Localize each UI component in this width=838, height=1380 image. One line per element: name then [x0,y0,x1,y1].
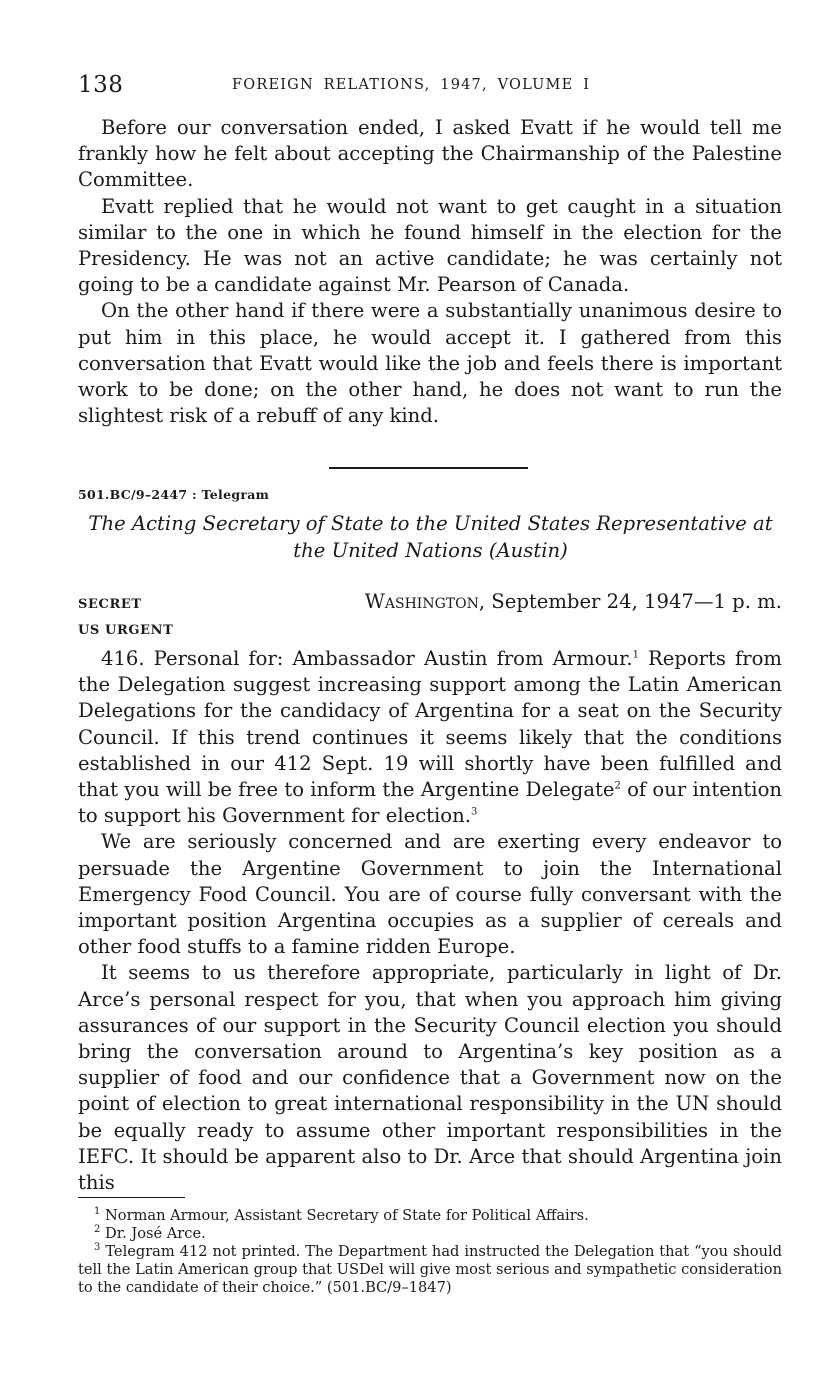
footnote-2 [78,1225,782,1243]
telegram-text [78,646,782,1196]
footnote-mark-2: 2 [94,1224,101,1236]
paragraph-other-hand: On the other hand if there were a substantially unanimous desire to put him in this place, he would accept it. I gathered from this conversation that Evatt would like the job and feels there is important work to be done; on the other hand, he does not want to run the slightest risk of a rebuff of any kind. [78,299,782,428]
classification: SECRET [78,597,142,612]
running-title: FOREIGN RELATIONS, 1947, VOLUME I [232,77,591,93]
heading-line-2: the United Nations (Austin) [293,539,568,562]
telegram-p1-part-a: 416. Personal for: Ambassador Austin from Armour. [101,647,633,670]
footnote-rule [78,1197,185,1198]
footnote-text-2: Dr. José Arce. [100,1225,206,1242]
footnote-1 [78,1207,782,1225]
footnote-ref-2: 2 [614,780,621,792]
telegram-p1-part-b: Reports from the Delegation suggest increasing support among the Latin American Delegations for the candidacy of Argentina for a seat on the Security Council. If this trend continues it seems likely that the conditions established in our 412 Sept. 19 will shortly have been fulfilled and that you will be free to inform the Argentine Delegate [78,647,782,802]
file-id: 501.BC/9–2447 : Telegram [78,487,270,502]
precedence: US URGENT [78,623,174,638]
page-number: 138 [78,72,124,98]
section-divider [329,467,528,469]
paragraph-chairmanship: Before our conversation ended, I asked Evatt if he would tell me frankly how he felt about accepting the Chairmanship of the Palestine Committee. [78,116,782,192]
telegram-p1-part-c: of our intention to support his Government for election. [78,778,782,828]
dateline [365,590,782,613]
footnotes [78,1207,782,1297]
paragraph-evatt-reply: Evatt replied that he would not want to get caught in a situation similar to the one in which he found himself in the election for the Presidency. He was not an active candidate; he was certainly not going to be a candidate against Mr. Pearson of Canada. [78,194,782,297]
memo-text [78,115,782,429]
telegram-paragraph-1 [78,646,782,829]
footnote-text-1: Norman Armour, Assistant Secretary of State for Political Affairs. [100,1207,589,1224]
footnote-3 [78,1243,782,1297]
footnote-mark-1: 1 [94,1206,101,1218]
footnote-text-3: Telegram 412 not printed. The Department had instructed the Delegation that “you should tell the Latin American group that USDel will give most serious and sympathetic consideration to the candidate of their choice.” (501.BC/9–1847) [78,1243,782,1296]
telegram-paragraph-3: It seems to us therefore appropriate, particularly in light of Dr. Arce’s personal respect for you, that when you approach him giving assurances of our support in the Security Council election you should bring the conversation around to Argentina’s key position as a supplier of food and our confidence that a Government now on the point of election to great international responsibility in the UN should be equally ready to assume other important responsibilities in the IEFC. It should be apparent also to Dr. Arce that should Argentina join this [78,961,782,1195]
running-header [78,72,783,102]
document-heading [78,510,783,564]
telegram-paragraph-2: We are seriously concerned and are exerting every endeavor to persuade the Argentine Government to join the International Emergency Food Council. You are of course fully conversant with the important position Argentina occupies as a supplier of cereals and other food stuffs to a famine ridden Europe. [78,830,782,959]
footnote-ref-3: 3 [470,806,478,818]
heading-line-1: The Acting Secretary of State to the United States Representative at [88,512,773,535]
footnote-ref-1: 1 [632,649,639,661]
dateline-date: , September 24, 1947—1 p. m. [478,590,782,613]
footnote-mark-3: 3 [94,1242,101,1254]
dateline-place: Washington [364,590,479,613]
